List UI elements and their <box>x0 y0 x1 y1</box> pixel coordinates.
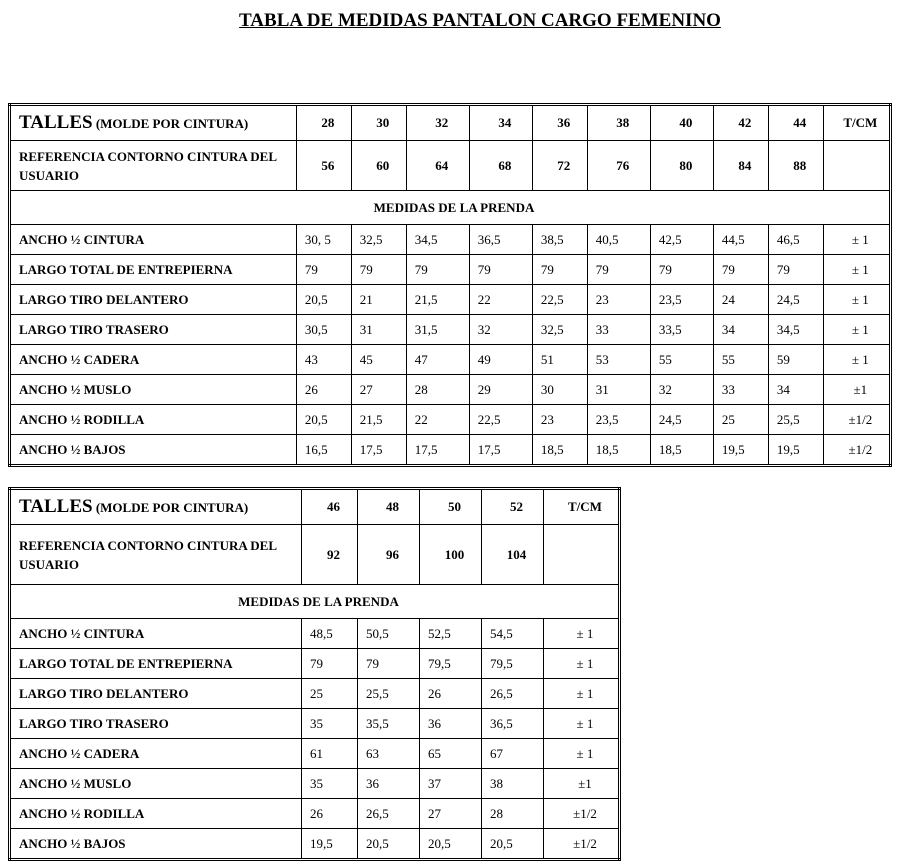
measure-value: 35 <box>302 709 358 739</box>
measure-label: ANCHO ½ CINTURA <box>10 619 302 649</box>
measure-label: ANCHO ½ CADERA <box>10 739 302 769</box>
measure-label: ANCHO ½ BAJOS <box>10 829 302 860</box>
measure-value: 35 <box>302 769 358 799</box>
measure-label: ANCHO ½ CADERA <box>10 345 297 375</box>
measure-value: 59 <box>768 345 823 375</box>
size-header: 40 <box>650 105 713 141</box>
measure-value: 53 <box>587 345 650 375</box>
measure-value: 25,5 <box>358 679 420 709</box>
measure-value: 30,5 <box>296 315 351 345</box>
measure-value: 29 <box>469 375 532 405</box>
reference-value: 80 <box>650 141 713 191</box>
table-row <box>10 619 620 649</box>
size-table-1 <box>8 103 892 467</box>
measure-value: 79 <box>713 255 768 285</box>
tcm-header: T/CM <box>544 489 620 525</box>
measure-value: 26 <box>302 799 358 829</box>
size-table-2 <box>8 487 621 861</box>
molde-label: (MOLDE POR CINTURA) <box>95 116 249 131</box>
measure-value: 40,5 <box>587 225 650 255</box>
reference-value: 72 <box>532 141 587 191</box>
reference-row <box>10 525 620 585</box>
header-row <box>10 105 891 141</box>
measure-value: 43 <box>296 345 351 375</box>
measure-value: 21,5 <box>351 405 406 435</box>
measure-value: 34,5 <box>768 315 823 345</box>
tolerance-value: ±1 <box>544 769 620 799</box>
measure-value: 20,5 <box>482 829 544 860</box>
section-heading: MEDIDAS DE LA PRENDA <box>10 191 891 225</box>
measure-value: 47 <box>406 345 469 375</box>
tcm-header: T/CM <box>823 105 890 141</box>
measure-value: 20,5 <box>358 829 420 860</box>
measure-value: 79 <box>358 649 420 679</box>
measure-value: 52,5 <box>420 619 482 649</box>
measure-value: 18,5 <box>532 435 587 466</box>
measure-value: 36 <box>358 769 420 799</box>
measure-value: 45 <box>351 345 406 375</box>
table-row <box>10 679 620 709</box>
table-row <box>10 769 620 799</box>
measure-value: 23 <box>587 285 650 315</box>
measure-value: 42,5 <box>650 225 713 255</box>
reference-value: 84 <box>713 141 768 191</box>
reference-value: 56 <box>296 141 351 191</box>
size-header: 30 <box>351 105 406 141</box>
measure-value: 51 <box>532 345 587 375</box>
tolerance-value: ± 1 <box>823 345 890 375</box>
measure-value: 54,5 <box>482 619 544 649</box>
measure-value: 79 <box>469 255 532 285</box>
measure-value: 24,5 <box>768 285 823 315</box>
measure-label: LARGO TOTAL DE ENTREPIERNA <box>10 649 302 679</box>
size-header: 42 <box>713 105 768 141</box>
page-title: TABLA DE MEDIDAS PANTALON CARGO FEMENINO <box>239 10 721 31</box>
measure-label: ANCHO ½ RODILLA <box>10 799 302 829</box>
measure-value: 17,5 <box>351 435 406 466</box>
measure-value: 22 <box>406 405 469 435</box>
measure-value: 32,5 <box>351 225 406 255</box>
measure-value: 34,5 <box>406 225 469 255</box>
size-header: 52 <box>482 489 544 525</box>
measure-value: 79 <box>296 255 351 285</box>
measure-value: 63 <box>358 739 420 769</box>
measure-value: 49 <box>469 345 532 375</box>
reference-value: 64 <box>406 141 469 191</box>
measure-value: 30 <box>532 375 587 405</box>
reference-value: 96 <box>358 525 420 585</box>
reference-row <box>10 141 891 191</box>
tolerance-value: ±1/2 <box>544 829 620 860</box>
measure-label: ANCHO ½ MUSLO <box>10 769 302 799</box>
measure-value: 22,5 <box>532 285 587 315</box>
measure-value: 55 <box>713 345 768 375</box>
measure-value: 16,5 <box>296 435 351 466</box>
measure-label: ANCHO ½ MUSLO <box>10 375 297 405</box>
measure-value: 32,5 <box>532 315 587 345</box>
measure-value: 33 <box>587 315 650 345</box>
molde-label: (MOLDE POR CINTURA) <box>95 500 249 515</box>
measure-value: 22 <box>469 285 532 315</box>
measure-value: 20,5 <box>296 285 351 315</box>
table-row <box>10 739 620 769</box>
measure-value: 31,5 <box>406 315 469 345</box>
table-row <box>10 375 891 405</box>
header-row <box>10 489 620 525</box>
measure-value: 28 <box>482 799 544 829</box>
tolerance-value: ± 1 <box>544 739 620 769</box>
tolerance-value: ±1/2 <box>823 435 890 466</box>
size-header: 50 <box>420 489 482 525</box>
measure-value: 79 <box>302 649 358 679</box>
measure-label: LARGO TIRO TRASERO <box>10 315 297 345</box>
measure-value: 61 <box>302 739 358 769</box>
size-header: 48 <box>358 489 420 525</box>
measure-value: 55 <box>650 345 713 375</box>
measure-value: 36,5 <box>469 225 532 255</box>
measure-label: LARGO TOTAL DE ENTREPIERNA <box>10 255 297 285</box>
tolerance-value: ± 1 <box>544 649 620 679</box>
measure-value: 38,5 <box>532 225 587 255</box>
measure-value: 38 <box>482 769 544 799</box>
measure-value: 25 <box>713 405 768 435</box>
measure-value: 36,5 <box>482 709 544 739</box>
measure-value: 17,5 <box>469 435 532 466</box>
tolerance-value: ± 1 <box>544 679 620 709</box>
talles-label: TALLES <box>19 112 93 133</box>
talles-header-cell <box>10 489 302 525</box>
tolerance-value: ± 1 <box>544 709 620 739</box>
measure-value: 21 <box>351 285 406 315</box>
tolerance-value: ±1 <box>823 375 890 405</box>
measure-label: LARGO TIRO DELANTERO <box>10 285 297 315</box>
tolerance-value: ± 1 <box>823 225 890 255</box>
table-row <box>10 799 620 829</box>
section-row <box>10 585 620 619</box>
measure-value: 79 <box>351 255 406 285</box>
measure-value: 79 <box>587 255 650 285</box>
measure-value: 27 <box>351 375 406 405</box>
measure-value: 31 <box>587 375 650 405</box>
measure-value: 35,5 <box>358 709 420 739</box>
reference-value: 88 <box>768 141 823 191</box>
measure-label: ANCHO ½ CINTURA <box>10 225 297 255</box>
size-header: 36 <box>532 105 587 141</box>
measure-value: 25,5 <box>768 405 823 435</box>
measure-value: 37 <box>420 769 482 799</box>
reference-value: 60 <box>351 141 406 191</box>
tolerance-value: ±1/2 <box>544 799 620 829</box>
reference-tol-empty <box>823 141 890 191</box>
tolerance-value: ± 1 <box>544 619 620 649</box>
measure-value: 21,5 <box>406 285 469 315</box>
measure-value: 25 <box>302 679 358 709</box>
measure-value: 22,5 <box>469 405 532 435</box>
measure-value: 30, 5 <box>296 225 351 255</box>
measure-value: 65 <box>420 739 482 769</box>
table-row <box>10 345 891 375</box>
table-row <box>10 315 891 345</box>
measure-value: 79 <box>650 255 713 285</box>
measure-value: 46,5 <box>768 225 823 255</box>
size-header: 38 <box>587 105 650 141</box>
tolerance-value: ± 1 <box>823 255 890 285</box>
section-heading: MEDIDAS DE LA PRENDA <box>10 585 620 619</box>
measure-value: 32 <box>650 375 713 405</box>
measure-value: 79 <box>768 255 823 285</box>
measure-label: LARGO TIRO DELANTERO <box>10 679 302 709</box>
measure-value: 48,5 <box>302 619 358 649</box>
measure-value: 31 <box>351 315 406 345</box>
measure-value: 34 <box>768 375 823 405</box>
size-header: 32 <box>406 105 469 141</box>
measure-value: 20,5 <box>296 405 351 435</box>
talles-header-cell <box>10 105 297 141</box>
size-header: 46 <box>302 489 358 525</box>
measure-value: 23 <box>532 405 587 435</box>
measure-value: 23,5 <box>650 285 713 315</box>
measure-value: 33 <box>713 375 768 405</box>
measure-value: 19,5 <box>768 435 823 466</box>
measure-value: 26 <box>420 679 482 709</box>
measure-value: 34 <box>713 315 768 345</box>
measure-value: 27 <box>420 799 482 829</box>
measure-value: 19,5 <box>713 435 768 466</box>
tolerance-value: ± 1 <box>823 285 890 315</box>
size-header: 28 <box>296 105 351 141</box>
reference-label: REFERENCIA CONTORNO CINTURA DEL USUARIO <box>10 525 302 585</box>
measure-label: LARGO TIRO TRASERO <box>10 709 302 739</box>
measure-value: 26,5 <box>358 799 420 829</box>
reference-value: 92 <box>302 525 358 585</box>
measure-value: 28 <box>406 375 469 405</box>
table-row <box>10 709 620 739</box>
measure-value: 67 <box>482 739 544 769</box>
reference-value: 104 <box>482 525 544 585</box>
reference-tol-empty <box>544 525 620 585</box>
measure-value: 44,5 <box>713 225 768 255</box>
measure-value: 36 <box>420 709 482 739</box>
table-row <box>10 285 891 315</box>
table-row <box>10 435 891 466</box>
measure-value: 24,5 <box>650 405 713 435</box>
table-row <box>10 225 891 255</box>
table-row <box>10 405 891 435</box>
measure-value: 20,5 <box>420 829 482 860</box>
measure-value: 24 <box>713 285 768 315</box>
section-row <box>10 191 891 225</box>
reference-value: 76 <box>587 141 650 191</box>
measure-label: ANCHO ½ BAJOS <box>10 435 297 466</box>
measure-value: 26,5 <box>482 679 544 709</box>
measure-value: 19,5 <box>302 829 358 860</box>
table-row <box>10 829 620 860</box>
measure-value: 33,5 <box>650 315 713 345</box>
measure-value: 79,5 <box>482 649 544 679</box>
size-header: 34 <box>469 105 532 141</box>
measure-value: 79 <box>532 255 587 285</box>
measure-value: 32 <box>469 315 532 345</box>
tolerance-value: ±1/2 <box>823 405 890 435</box>
reference-value: 68 <box>469 141 532 191</box>
reference-value: 100 <box>420 525 482 585</box>
measure-value: 17,5 <box>406 435 469 466</box>
table-row <box>10 649 620 679</box>
tolerance-value: ± 1 <box>823 315 890 345</box>
reference-label: REFERENCIA CONTORNO CINTURA DEL USUARIO <box>10 141 297 191</box>
measure-value: 79 <box>406 255 469 285</box>
size-header: 44 <box>768 105 823 141</box>
measure-value: 26 <box>296 375 351 405</box>
measure-value: 18,5 <box>650 435 713 466</box>
measure-label: ANCHO ½ RODILLA <box>10 405 297 435</box>
measure-value: 23,5 <box>587 405 650 435</box>
table-row <box>10 255 891 285</box>
measure-value: 79,5 <box>420 649 482 679</box>
talles-label: TALLES <box>19 496 93 517</box>
measure-value: 50,5 <box>358 619 420 649</box>
measure-value: 18,5 <box>587 435 650 466</box>
